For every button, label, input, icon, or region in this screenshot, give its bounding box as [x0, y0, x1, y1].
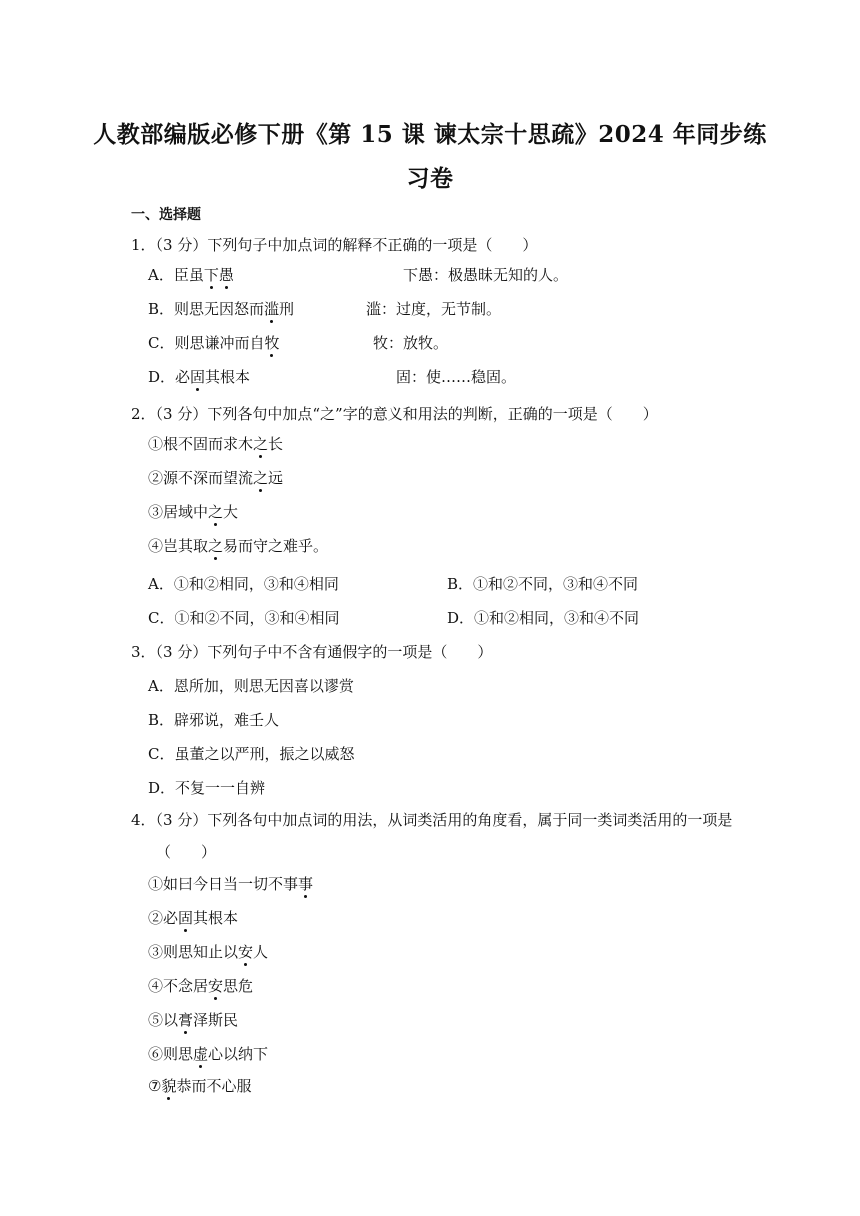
- question-4-stem: 4．（3 分）下列各句中加点词的用法，从词类活用的角度看，属于同一类词类活用的一项是: [131, 811, 733, 829]
- question-3-option-a: A．恩所加，则思无因喜以谬赏: [148, 677, 354, 695]
- dotted-char: 安: [238, 943, 254, 961]
- dotted-char: 貌: [161, 1077, 177, 1095]
- dotted-char: 安: [208, 977, 224, 995]
- question-2-sentence-2: ②源不深而望流之远: [148, 469, 284, 487]
- question-1-option-d: D．必固其根本: [148, 368, 251, 386]
- question-1-option-c: C．则思谦冲而自牧: [148, 334, 280, 352]
- question-1-option-a-gloss: 下愚：极愚昧无知的人。: [403, 266, 569, 284]
- question-1-option-a: A．臣虽下愚: [148, 266, 234, 284]
- question-4-sentence-7: ⑦貌恭而不心服: [148, 1077, 252, 1095]
- question-4-sentence-1: ①如曰今日当一切不事事: [148, 875, 314, 893]
- dotted-char: 下: [203, 266, 219, 284]
- dotted-char: 固: [190, 368, 206, 386]
- question-4-sentence-3: ③则思知止以安人: [148, 943, 269, 961]
- document-title-line-1: 人教部编版必修下册《第 15 课 谏太宗十思疏》2024 年同步练: [93, 121, 767, 148]
- dotted-char: 之: [253, 469, 269, 487]
- question-4-answer-paren: （ ）: [156, 843, 217, 861]
- question-4-sentence-4: ④不念居安思危: [148, 977, 254, 995]
- question-2-sentence-3: ③居域中之大: [148, 503, 239, 521]
- question-3-option-c: C．虽董之以严刑，振之以威怒: [148, 745, 355, 763]
- question-4-sentence-6: ⑥则思虚心以纳下: [148, 1045, 269, 1063]
- question-2-sentence-4: ④岂其取之易而守之难乎。: [148, 537, 329, 555]
- dotted-char: 牧: [264, 334, 280, 352]
- question-2-option-d: D．①和②相同，③和④不同: [447, 609, 640, 627]
- question-1-option-c-gloss: 牧：放牧。: [373, 334, 449, 352]
- section-heading: 一、选择题: [131, 207, 201, 223]
- question-3-stem: 3．（3 分）下列句子中不含有通假字的一项是（ ）: [131, 643, 493, 661]
- dotted-char: 固: [178, 909, 194, 927]
- question-2-option-a: A．①和②相同，③和④相同: [148, 575, 339, 593]
- dotted-char: 事: [298, 875, 314, 893]
- dotted-char: 滥: [264, 300, 280, 318]
- dotted-char: 之: [208, 537, 224, 555]
- dotted-char: 愚: [218, 266, 234, 284]
- question-1-option-b-gloss: 滥：过度，无节制。: [366, 300, 502, 318]
- dotted-char: 虚: [193, 1045, 209, 1063]
- document-title-line-2: 习卷: [406, 165, 454, 192]
- question-2-sentence-1: ①根不固而求木之长: [148, 435, 284, 453]
- question-1-option-d-gloss: 固：使……稳固。: [396, 368, 517, 386]
- question-2-stem: 2．（3 分）下列各句中加点“之”字的意义和用法的判断，正确的一项是（ ）: [131, 405, 658, 423]
- question-3-option-b: B．辟邪说，难壬人: [148, 711, 280, 729]
- question-2-option-b: B．①和②不同，③和④不同: [447, 575, 639, 593]
- dotted-char: 之: [253, 435, 269, 453]
- dotted-char: 膏: [178, 1011, 194, 1029]
- question-4-sentence-2: ②必固其根本: [148, 909, 239, 927]
- question-2-option-c: C．①和②不同，③和④相同: [148, 609, 340, 627]
- question-4-sentence-5: ⑤以膏泽斯民: [148, 1011, 239, 1029]
- question-1-stem: 1．（3 分）下列句子中加点词的解释不正确的一项是（ ）: [131, 236, 538, 254]
- question-1-option-b: B．则思无因怒而滥刑: [148, 300, 295, 318]
- question-3-option-d: D．不复一一自辨: [148, 779, 266, 797]
- dotted-char: 之: [208, 503, 224, 521]
